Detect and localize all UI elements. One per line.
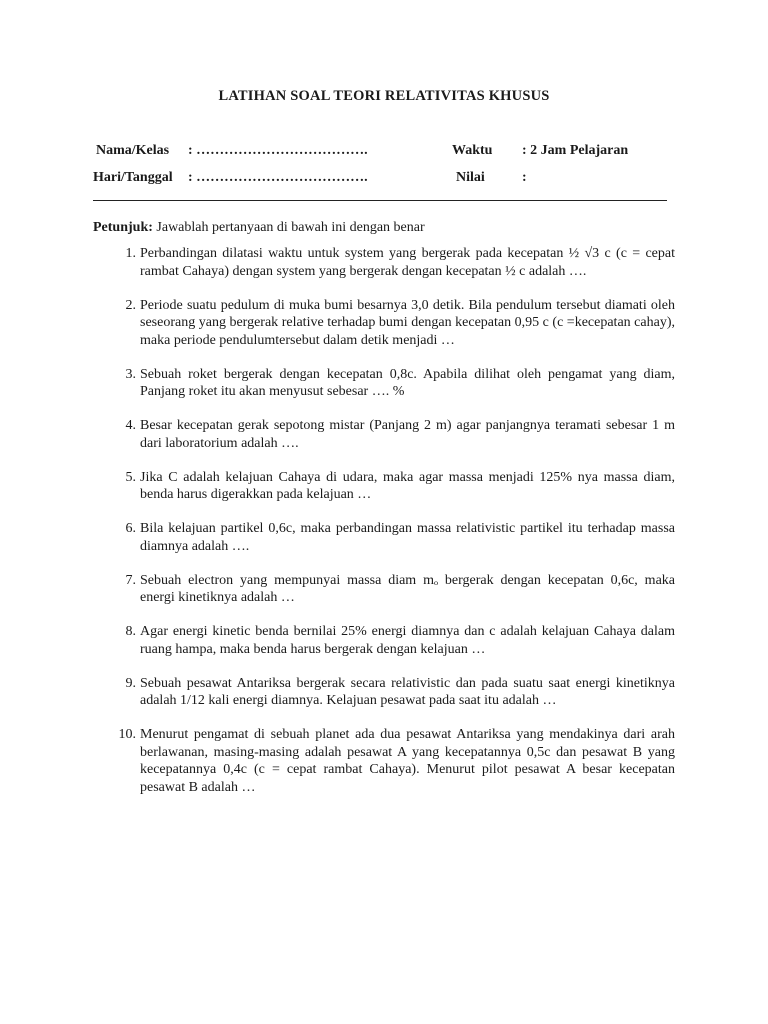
nama-kelas-label: Nama/Kelas bbox=[96, 143, 170, 158]
instruction bbox=[93, 220, 425, 236]
question-text: Perbandingan dilatasi waktu untuk system yang bergerak pada kecepatan ½ √3 c (c = cepat rambat Cahaya) dengan system yang bergerak dengan kecepatan ½ c adalah …. bbox=[140, 246, 675, 279]
question-list bbox=[110, 245, 675, 813]
question-text: Besar kecepatan gerak sepotong mistar (Panjang 2 m) agar panjangnya teramati sebesar 1 m dari laboratorium adalah …. bbox=[140, 418, 675, 451]
question-item bbox=[110, 520, 675, 555]
question-item bbox=[110, 675, 675, 710]
question-number: 8. bbox=[125, 624, 136, 639]
question-number: 1. bbox=[125, 246, 136, 261]
instruction-label: Petunjuk: bbox=[93, 220, 153, 235]
question-number: 4. bbox=[125, 418, 136, 433]
nilai-label: Nilai bbox=[456, 170, 485, 185]
question-number: 2. bbox=[125, 297, 136, 313]
question-item bbox=[110, 469, 675, 504]
hari-tanggal-label: Hari/Tanggal bbox=[93, 170, 173, 185]
hari-tanggal-row bbox=[93, 170, 368, 186]
nama-kelas-row bbox=[96, 143, 368, 159]
hari-tanggal-value: : ………………………………. bbox=[188, 170, 368, 185]
question-item bbox=[110, 245, 675, 280]
question-text: Sebuah roket bergerak dengan kecepatan 0,8c. Apabila dilihat oleh pengamat yang diam, Panjang roket itu akan menyusut sebesar …. % bbox=[140, 366, 675, 399]
question-number: 10. bbox=[118, 727, 136, 742]
question-text: Sebuah electron yang mempunyai massa diam mₒ bergerak dengan kecepatan 0,6c, maka energi kinetiknya adalah … bbox=[140, 572, 675, 605]
question-text: Jika C adalah kelajuan Cahaya di udara, maka agar massa menjadi 125% nya massa diam, benda harus digerakkan pada kelajuan … bbox=[140, 469, 675, 502]
question-text: Menurut pengamat di sebuah planet ada dua pesawat Antariksa yang mendakinya dari arah berlawanan, masing-masing adalah pesawat A yang kecepatannya 0,5c dan pesawat B yang kecepatannya 0,4c (c = cepat rambat Cahaya). Menurut pilot pesawat A besar kecepatan pesawat B adalah … bbox=[140, 727, 675, 795]
waktu-label: Waktu bbox=[452, 143, 493, 158]
question-text: Agar energi kinetic benda bernilai 25% energi diamnya dan c adalah kelajuan Cahaya dalam ruang hampa, maka benda harus bergerak dengan kelajuan … bbox=[140, 624, 675, 657]
question-item bbox=[110, 623, 675, 658]
waktu-value: : 2 Jam Pelajaran bbox=[522, 143, 629, 158]
question-text: Periode suatu pedulum di muka bumi besarnya 3,0 detik. Bila pendulum tersebut diamati oleh seseorang yang bergerak relative terhadap bumi dengan kecepatan 0,95 c (c =kecepatan cahay), maka periode pendulumtersebut dalam detik menjadi … bbox=[140, 297, 675, 348]
question-number: 6. bbox=[125, 521, 136, 536]
question-item bbox=[110, 297, 675, 350]
header-divider bbox=[93, 200, 667, 201]
question-text: Sebuah pesawat Antariksa bergerak secara relativistic dan pada suatu saat energi kinetiknya adalah 1/12 kali energi diamnya. Kelajuan pesawat pada saat itu adalah … bbox=[140, 675, 675, 708]
question-number: 7. bbox=[125, 572, 136, 588]
question-text: Bila kelajuan partikel 0,6c, maka perbandingan massa relativistic partikel itu terhadap massa diamnya adalah …. bbox=[140, 521, 675, 554]
page-title: LATIHAN SOAL TEORI RELATIVITAS KHUSUS bbox=[218, 88, 550, 104]
instruction-text: Jawablah pertanyaan di bawah ini dengan benar bbox=[152, 220, 425, 235]
question-number: 5. bbox=[125, 469, 136, 485]
question-number: 9. bbox=[125, 675, 136, 691]
question-number: 3. bbox=[125, 366, 136, 382]
question-item bbox=[110, 726, 675, 796]
question-item bbox=[110, 366, 675, 401]
nilai-value: : bbox=[522, 170, 527, 185]
nilai-row bbox=[456, 170, 527, 186]
question-item bbox=[110, 417, 675, 452]
question-item bbox=[110, 572, 675, 607]
nama-kelas-value: : ………………………………. bbox=[188, 143, 368, 158]
waktu-row bbox=[452, 143, 628, 159]
